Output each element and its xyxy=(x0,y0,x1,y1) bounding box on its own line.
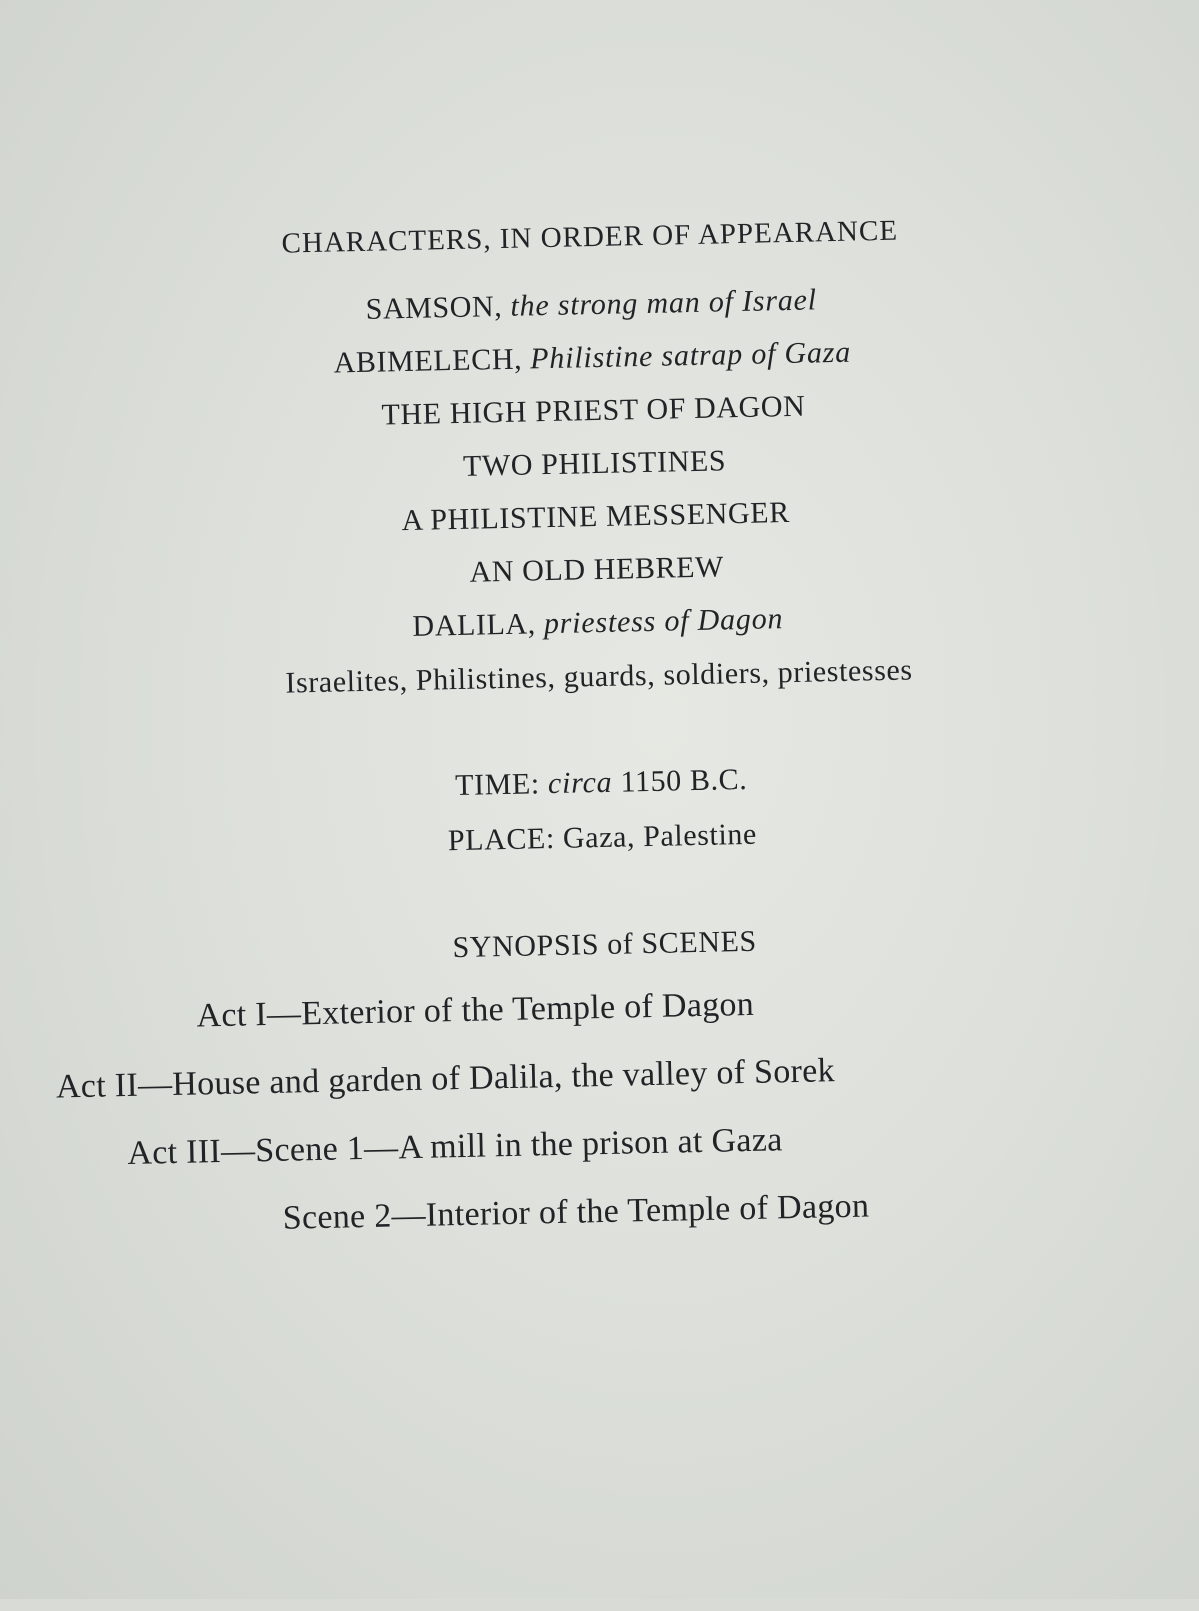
synopsis-heading xyxy=(5,917,1199,972)
synopsis-heading-of: of xyxy=(606,927,634,961)
chorus-list: Israelites, Philistines, guards, soldiers, priestesses xyxy=(285,653,913,700)
character-messenger xyxy=(0,489,1195,544)
character-description: the strong man of Israel xyxy=(510,283,818,323)
scene-act-3-scene-1: Act III—Scene 1—A mill in the prison at Gaza xyxy=(127,1121,783,1172)
character-old-hebrew xyxy=(0,542,1196,597)
synopsis-heading-word: SCENES xyxy=(641,924,758,961)
character-two-philistines xyxy=(0,437,1194,492)
synopsis-heading-word: SYNOPSIS xyxy=(452,928,600,965)
character-name: DALILA, xyxy=(412,607,537,643)
place-label: PLACE: xyxy=(447,821,556,858)
time-line xyxy=(2,755,1199,810)
place-value: Gaza, Palestine xyxy=(562,817,758,855)
characters-heading: CHARACTERS, IN ORDER OF APPEARANCE xyxy=(281,214,899,260)
scene-act-3-scene-2: Scene 2—Interior of the Temple of Dagon xyxy=(282,1187,870,1237)
character-abimelech xyxy=(0,331,1192,386)
time-qualifier: circa xyxy=(547,765,613,801)
time-label: TIME: xyxy=(454,767,541,803)
character-description: Philistine satrap of Gaza xyxy=(529,335,852,376)
character-name: AN OLD HEBREW xyxy=(469,550,725,589)
place-line xyxy=(3,810,1199,865)
character-dalila xyxy=(0,595,1198,650)
character-description: priestess of Dagon xyxy=(543,602,784,641)
scene-act-2: Act II—House and garden of Dalila, the valley of Sorek xyxy=(55,1052,836,1106)
character-name: ABIMELECH, xyxy=(333,342,523,380)
character-name: SAMSON, xyxy=(365,289,503,326)
scene-act-1: Act I—Exterior of the Temple of Dagon xyxy=(196,985,755,1035)
character-name: THE HIGH PRIEST OF DAGON xyxy=(381,389,806,432)
character-name: A PHILISTINE MESSENGER xyxy=(401,495,791,538)
character-samson xyxy=(0,278,1191,333)
character-high-priest xyxy=(0,384,1193,439)
character-name: TWO PHILISTINES xyxy=(462,444,727,483)
time-value: 1150 B.C. xyxy=(620,762,748,799)
